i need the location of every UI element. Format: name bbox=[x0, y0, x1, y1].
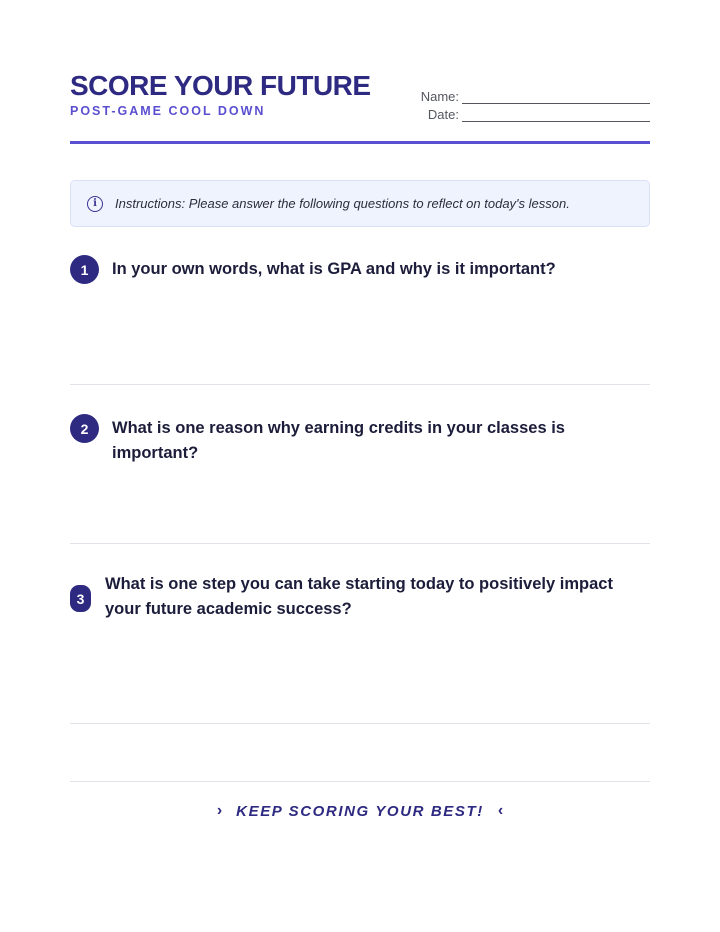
info-icon: i bbox=[87, 196, 103, 212]
date-label: Date: bbox=[427, 107, 459, 122]
footer-divider bbox=[70, 781, 650, 782]
answer-area-1[interactable] bbox=[70, 384, 650, 385]
page-title: SCORE YOUR FUTURE bbox=[70, 70, 371, 101]
page-subtitle: POST-GAME COOL DOWN bbox=[70, 104, 266, 118]
footer-slogan: KEEP SCORING YOUR BEST! bbox=[236, 802, 484, 820]
question-text: What is one reason why earning credits in your classes is important? bbox=[112, 419, 565, 462]
header-divider bbox=[70, 141, 650, 144]
student-fields bbox=[410, 86, 650, 122]
question-number-badge: 3 bbox=[70, 585, 91, 612]
question-text: What is one step you can take starting today to positively impact your future academic success? bbox=[105, 575, 613, 618]
question-number-badge: 1 bbox=[70, 255, 99, 284]
question-text: In your own words, what is GPA and why is it important? bbox=[112, 260, 556, 278]
chevron-right-icon: › bbox=[216, 802, 223, 819]
worksheet-header bbox=[70, 70, 650, 120]
chevron-left-icon: ‹ bbox=[497, 802, 504, 819]
instructions-text: Instructions: Please answer the following questions to reflect on today's lesson. bbox=[115, 196, 570, 211]
answer-area-2[interactable] bbox=[70, 543, 650, 544]
date-field[interactable] bbox=[410, 104, 650, 122]
name-label: Name: bbox=[420, 89, 459, 104]
footer bbox=[0, 802, 720, 820]
question-number-badge: 2 bbox=[70, 414, 99, 443]
answer-area-3[interactable] bbox=[70, 723, 650, 724]
date-blank[interactable] bbox=[462, 110, 650, 122]
instructions-box bbox=[70, 180, 650, 227]
name-blank[interactable] bbox=[462, 92, 650, 104]
name-field[interactable] bbox=[410, 86, 650, 104]
